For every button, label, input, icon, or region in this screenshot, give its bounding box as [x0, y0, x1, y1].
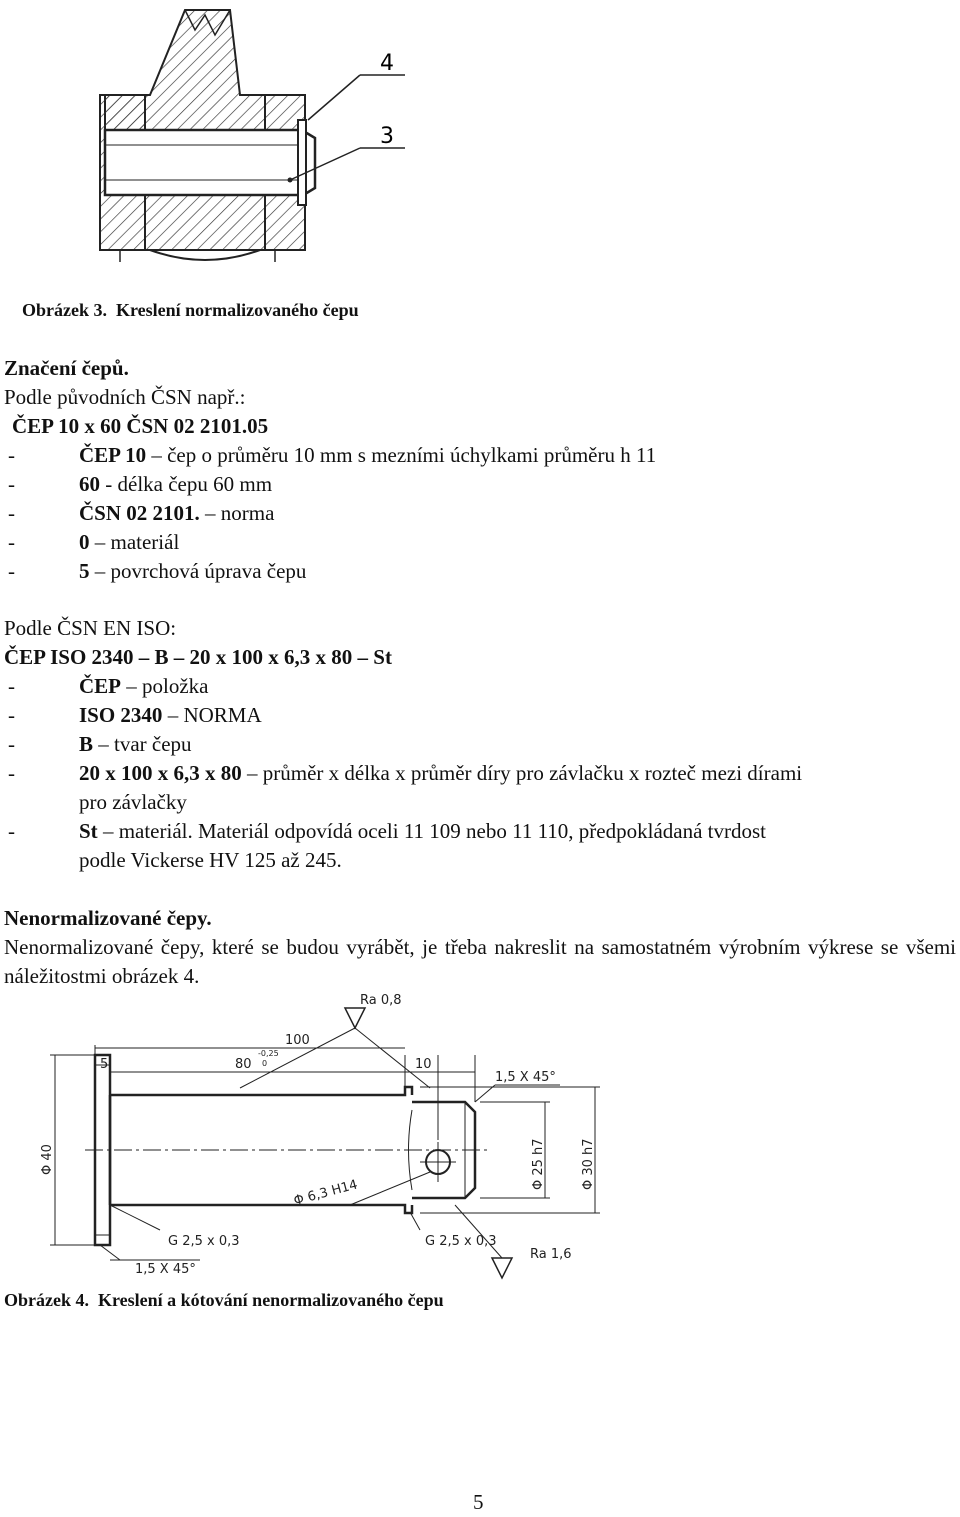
dim-10: 10	[415, 1057, 432, 1072]
dim-chamfer-top: 1,5 X 45°	[495, 1070, 556, 1085]
figure-4-label: Obrázek 4.	[4, 1290, 89, 1310]
dim-ra-bottom: Ra 1,6	[530, 1247, 572, 1262]
list-item: - ČSN 02 2101. – norma	[8, 501, 275, 525]
section-3-text: Nenormalizované čepy, které se budou vyrábět, je třeba nakreslit na samostatném výrobním výkrese se všemi náležitostmi obrázek 4.	[4, 935, 956, 988]
dim-80-tol: -0,25	[258, 1049, 279, 1058]
dim-dia-40: Φ 40	[40, 1144, 55, 1175]
figure-4-caption	[4, 1290, 444, 1311]
dim-chamfer-bottom: 1,5 X 45°	[135, 1262, 196, 1277]
list-item: - St – materiál. Materiál odpovídá oceli 11 109 nebo 11 110, předpokládaná tvrdost	[8, 819, 767, 843]
page-number: 5	[473, 1490, 484, 1514]
figure-4-drawing	[40, 990, 640, 1285]
dim-dia-30: Φ 30 h7	[581, 1138, 596, 1190]
section-2-example: ČEP ISO 2340 – B – 20 x 100 x 6,3 x 80 – St	[4, 645, 392, 669]
dim-groove-right: G 2,5 x 0,3	[425, 1234, 497, 1249]
dim-5: 5	[100, 1057, 109, 1072]
figure-3-title: Kreslení normalizovaného čepu	[116, 300, 359, 320]
figure-3-caption	[22, 300, 359, 321]
callout-4: 4	[380, 51, 394, 76]
section-3-heading: Nenormalizované čepy.	[4, 906, 212, 930]
callout-3: 3	[380, 124, 394, 149]
figure-3-drawing	[90, 0, 430, 270]
list-item: - 20 x 100 x 6,3 x 80 – průměr x délka x průměr díry pro závlačku x rozteč mezi dírami	[8, 761, 803, 785]
dim-dia-25: Φ 25 h7	[531, 1138, 546, 1190]
list-item: - ČEP – položka	[8, 674, 209, 698]
section-1-example: ČEP 10 x 60 ČSN 02 2101.05	[12, 414, 269, 438]
section-1-heading: Značení čepů.	[4, 356, 129, 380]
section-1-intro: Podle původních ČSN např.:	[4, 385, 246, 409]
list-item-continuation: podle Vickerse HV 125 až 245.	[79, 848, 342, 872]
dim-groove-left: G 2,5 x 0,3	[168, 1234, 240, 1249]
list-item-continuation: pro závlačky	[79, 790, 187, 814]
list-item: - 0 – materiál	[8, 530, 180, 554]
figure-3-label: Obrázek 3.	[22, 300, 107, 320]
list-item: - 60 - délka čepu 60 mm	[8, 472, 273, 496]
list-item: - 5 – povrchová úprava čepu	[8, 559, 307, 583]
dim-80-tol-b: 0	[262, 1059, 268, 1068]
dim-100: 100	[285, 1033, 310, 1048]
dim-hole: Φ 6,3 H14	[292, 1177, 360, 1209]
list-item: - ISO 2340 – NORMA	[8, 703, 262, 727]
dim-80: 80	[235, 1057, 252, 1072]
list-item: - B – tvar čepu	[8, 732, 192, 756]
dim-ra-top: Ra 0,8	[360, 993, 402, 1008]
figure-4-title: Kreslení a kótování nenormalizovaného čepu	[98, 1290, 444, 1310]
section-2-intro: Podle ČSN EN ISO:	[4, 616, 177, 640]
list-item: - ČEP 10 – čep o průměru 10 mm s mezními úchylkami průměru h 11	[8, 443, 657, 467]
